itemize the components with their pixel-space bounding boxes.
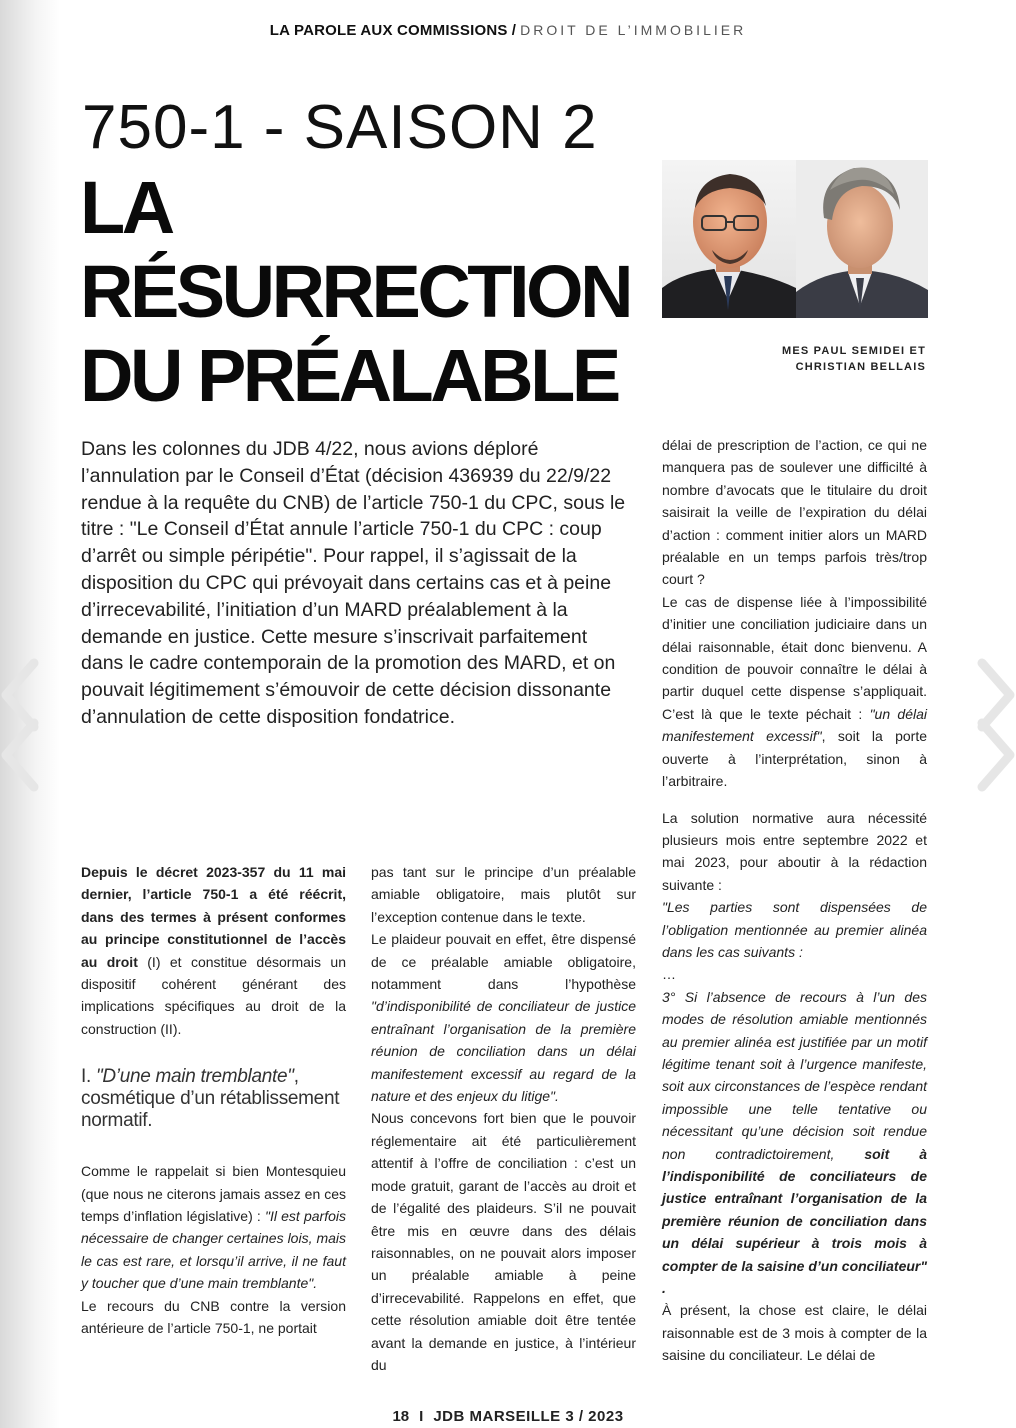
article-quote: "Les parties sont dispensées de l’obligation mentionnée au premier alinéa dans les cas suivants : <box>662 899 927 960</box>
column-2 <box>371 861 636 1376</box>
authors-line-1: MES PAUL SEMIDEI ET <box>781 345 926 357</box>
section-label: LA PAROLE AUX COMMISSIONS <box>269 22 508 39</box>
header-separator: / <box>511 22 516 39</box>
article-quote-italic: 3° Si l’absence de recours à l’un des modes de résolution amiable mentionnés au premier alinéa est justifiée par un motif légitime tenant soit à l’urgence manifeste, soit aux circonstances de l’espèce rendant impossible une telle tentative ou nécessitant qu’une décision soit rendue non contradictoirement, <box>662 988 927 1162</box>
lead-text: (I) et constitue désormais un dispositif cohérent générant des implications spécifiques au droit de la construction (II). <box>81 953 346 1037</box>
column-3 <box>662 434 927 1367</box>
page-footer <box>0 1408 1016 1425</box>
excessive-delay-quote: "un délai manifestement excessif" <box>662 705 927 745</box>
article-title: LA RÉSURRECTION DU PRÉALABLE <box>80 166 631 417</box>
lead-bold-text: Depuis le décret 2023-357 du 11 mai dernier, l’article 750-1 a été réécrit, dans des termes à présent conformes au principe constitutionnel de l’accès au droit <box>81 864 346 970</box>
next-page-button[interactable] <box>976 655 1016 795</box>
section-heading-1 <box>81 1066 346 1132</box>
section-heading-rest: , cosmétique d’un rétablissement normatif. <box>81 1066 340 1132</box>
montesquieu-quote: "Il est parfois nécessaire de changer certaines lois, mais le cas est rare, et lorsqu’il arrive, il ne faut y toucher que d’une main tremblante". <box>81 1208 346 1292</box>
running-header <box>0 22 1016 39</box>
body-paragraph <box>662 591 927 793</box>
topic-label: DROIT DE L’IMMOBILIER <box>520 22 747 38</box>
decree-quote: "d’indisponibilité de conciliateur de justice entraînant l’organisation de la première réunion de conciliation dans un délai manifestement excessif au regard de la nature et des enjeux du litige". <box>371 998 636 1105</box>
authors-caption <box>782 343 926 375</box>
lead-paragraph <box>81 861 346 1040</box>
footer-separator: I <box>419 1408 424 1425</box>
column-1 <box>81 861 346 1340</box>
body-paragraph: Le recours du CNB contre la version antérieure de l’article 750-1, ne portait <box>81 1297 346 1337</box>
article-quote-bold: soit à l’indisponibilité de conciliateurs de justice entraînant l’organisation de la première réunion de conciliation dans un délai supérieur à trois mois à compter de la saisine d’un conciliateur" . <box>662 1145 927 1297</box>
body-text: Le plaideur pouvait en effet, être dispensé de ce préalable amiable obligatoire, notamment dans l’hypothèse <box>371 931 636 993</box>
intro-paragraph: Dans les colonnes du JDB 4/22, nous avions déploré l’annulation par le Conseil d’État (décision 436939 du 22/9/22 rendue à la requête du CNB) de l’article 750-1 du CPC, sous le titre : "Le Conseil d’État annule l’article 750-1 du CPC : coup d’arrêt ou simple péripétie". Pour rappel, il s’agissait de la disposition du CPC qui prévoyait dans certains cas et à peine d’irrecevabilité, l’initiation d’un MARD préalablement à la demande en justice. Cette mesure s’inscrivait parfaitement dans le cadre contemporain de la promotion des MARD, et on pouvait légitimement s’émouvoir de cette décision dissonante d’annulation de cette disposition fondatrice. <box>81 438 626 728</box>
section-heading-prefix: I. <box>81 1066 96 1088</box>
body-paragraph <box>81 1160 346 1294</box>
previous-page-button[interactable] <box>0 655 40 795</box>
article-kicker: 750-1 - SAISON 2 <box>82 93 598 162</box>
body-paragraph: À présent, la chose est claire, le délai raisonnable est de 3 mois à compter de la saisine du conciliateur. Le délai de <box>662 1302 927 1364</box>
body-paragraph: délai de prescription de l’action, ce qui ne manquera pas de soulever une difficilté à nombre d’avocats que le titulaire du droit saisirait la veille de l’expiration du délai d’action : comment initier alors un MARD préalable en un temps parfois très/trop court ? <box>662 437 927 588</box>
body-paragraph <box>371 928 636 1107</box>
body-text: Comme le rappelait si bien Montesquieu (que nous ne citerons jamais assez en ces temps d’inflation législative) : <box>81 1163 346 1225</box>
ellipsis: … <box>662 966 676 983</box>
body-paragraph: La solution normative aura nécessité plusieurs mois entre septembre 2022 et mai 2023, pour aboutir à la rédaction suivante : <box>662 809 927 893</box>
section-heading-quote: "D’une main tremblante" <box>95 1066 294 1088</box>
body-paragraph: pas tant sur le principe d’un préalable amiable obligatoire, mais plutôt sur l’exception contenue dans le texte. <box>371 864 636 925</box>
authors-line-2: CHRISTIAN BELLAIS <box>795 361 926 373</box>
chevron-right-icon <box>976 655 1016 795</box>
body-paragraph: Nous concevons fort bien que le pouvoir réglementaire ait été particulièrement attentif à l’offre de conciliation : c’est un mode gratuit, garant de l’accès au droit et de l’égalité des plaideurs. S’il ne pouvait être mis en œuvre dans des délais raisonnables, on ne pouvait alors imposer un préalable amiable à peine d’irrecevabilité. Rappelons en effet, que cette résolution amiable doit être tentée avant la demande en justice, à l’intérieur du <box>371 1110 636 1373</box>
body-text: Le cas de dispense liée à l’impossibilité d’initier une conciliation judiciaire dans un délai raisonnable, était donc bienvenu. A condition de pouvoir connaître le délai à partir duquel cette dispense s’appliquait. C’est là que le texte péchait : <box>662 593 927 722</box>
article-quote-paragraph <box>662 986 927 1300</box>
page-number: 18 <box>392 1408 410 1425</box>
body-text: , soit la porte ouverte à l’interprétation, sinon à l’arbitraire. <box>662 728 927 790</box>
chevron-left-icon <box>0 655 40 795</box>
magazine-issue: JDB MARSEILLE 3 / 2023 <box>433 1408 624 1425</box>
authors-photo <box>662 160 928 318</box>
